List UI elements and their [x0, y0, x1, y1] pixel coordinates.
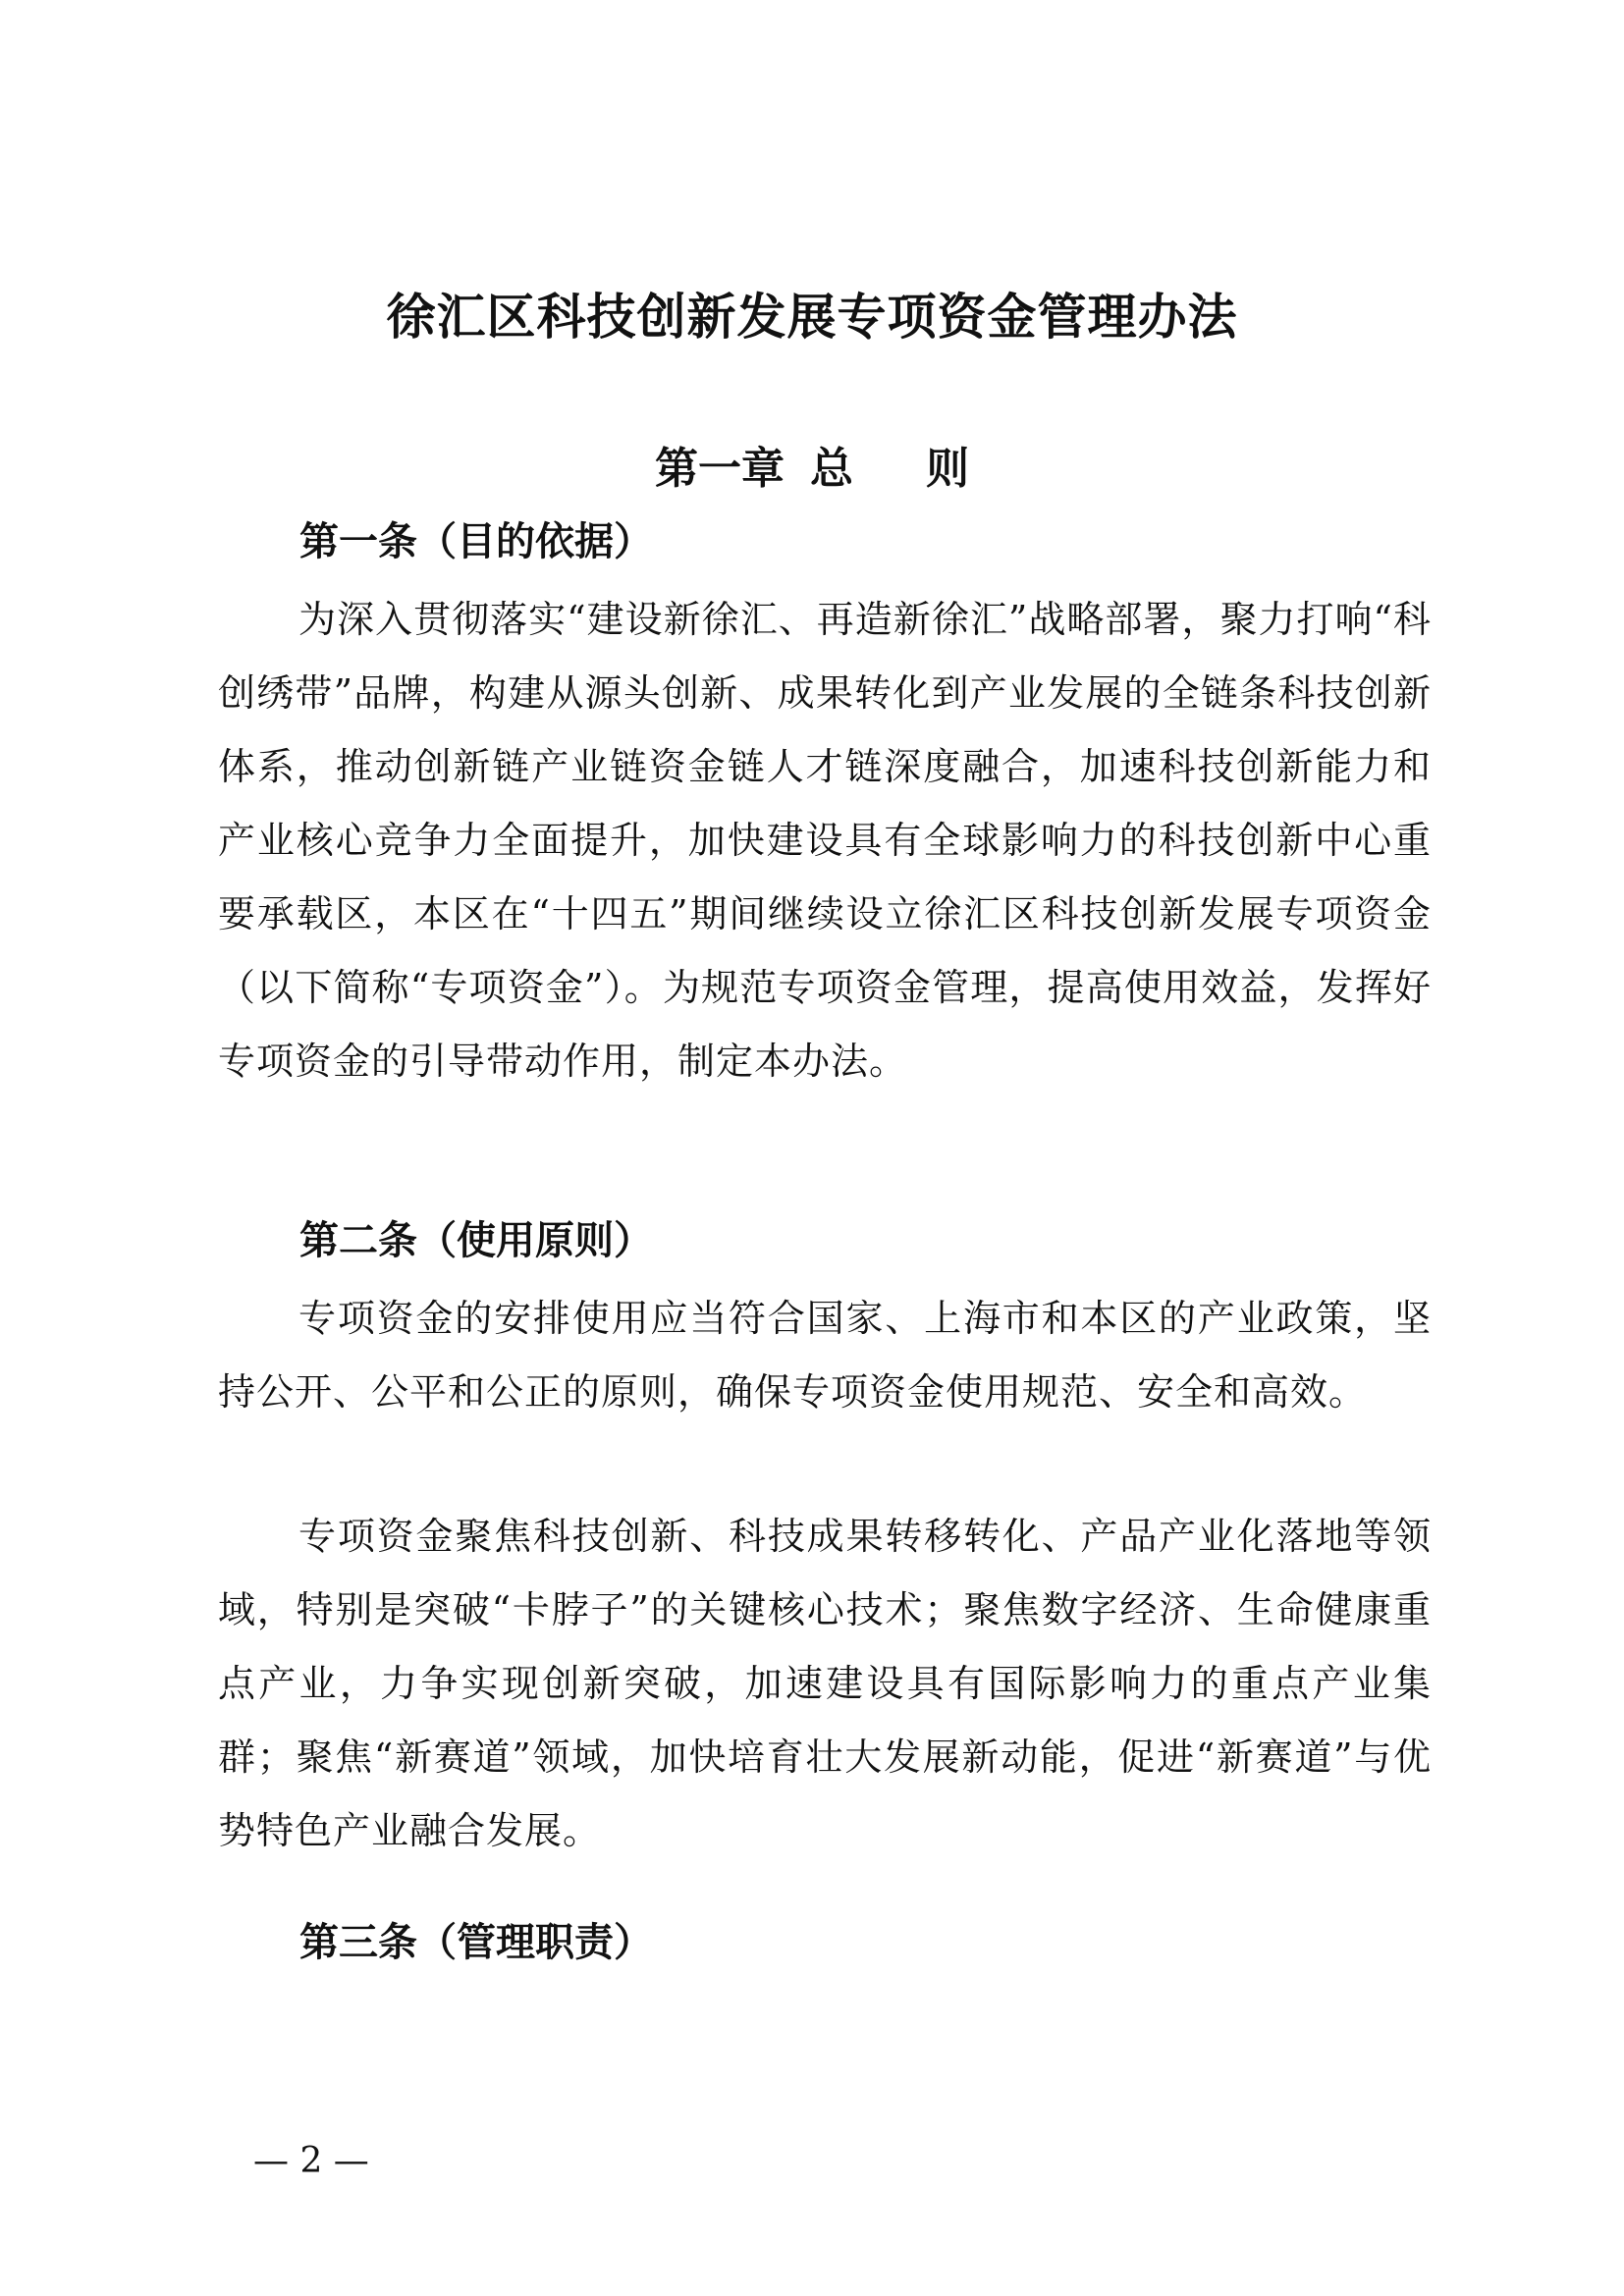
- chapter-number: 第一章: [655, 444, 785, 494]
- document-title: 徐汇区科技创新发展专项资金管理办法: [386, 288, 1238, 346]
- chapter-heading: [0, 440, 1624, 499]
- article-1-paragraph-1: 为深入贯彻落实“建设新徐汇、再造新徐汇”战略部署，聚力打响“科创绣带”品牌，构建从源头创新、成果转化到产业发展的全链条科技创新体系，推动创新链产业链资金链人才链深度融合，加速科技创新能力和产业核心竞争力全面提升，加快建设具有全球影响力的科技创新中心重要承载区，本区在“十四五”期间继续设立徐汇区科技创新发展专项资金（以下简称“专项资金”）。为规范专项资金管理，提高使用效益，发挥好专项资金的引导带动作用，制定本办法。: [218, 598, 1432, 1083]
- article-1-heading: 第一条（目的依据）: [299, 519, 653, 564]
- chapter-name-first: 总: [810, 444, 853, 494]
- page-number: — 2 —: [253, 2141, 369, 2181]
- article-2-paragraph-2: 专项资金聚焦科技创新、科技成果转移转化、产品产业化落地等领域，特别是突破“卡脖子”的关键核心技术；聚焦数字经济、生命健康重点产业，力争实现创新突破，加速建设具有国际影响力的重点产业集群；聚焦“新赛道”领域，加快培育壮大发展新动能，促进“新赛道”与优势特色产业融合发展。: [218, 1515, 1432, 1852]
- article-2-paragraph-1: 专项资金的安排使用应当符合国家、上海市和本区的产业政策，坚持公开、公平和公正的原则，确保专项资金使用规范、安全和高效。: [218, 1297, 1432, 1414]
- article-3-heading: 第三条（管理职责）: [299, 1920, 653, 1965]
- chapter-name-second: 则: [926, 444, 969, 494]
- article-2-heading: 第二条（使用原则）: [299, 1218, 653, 1263]
